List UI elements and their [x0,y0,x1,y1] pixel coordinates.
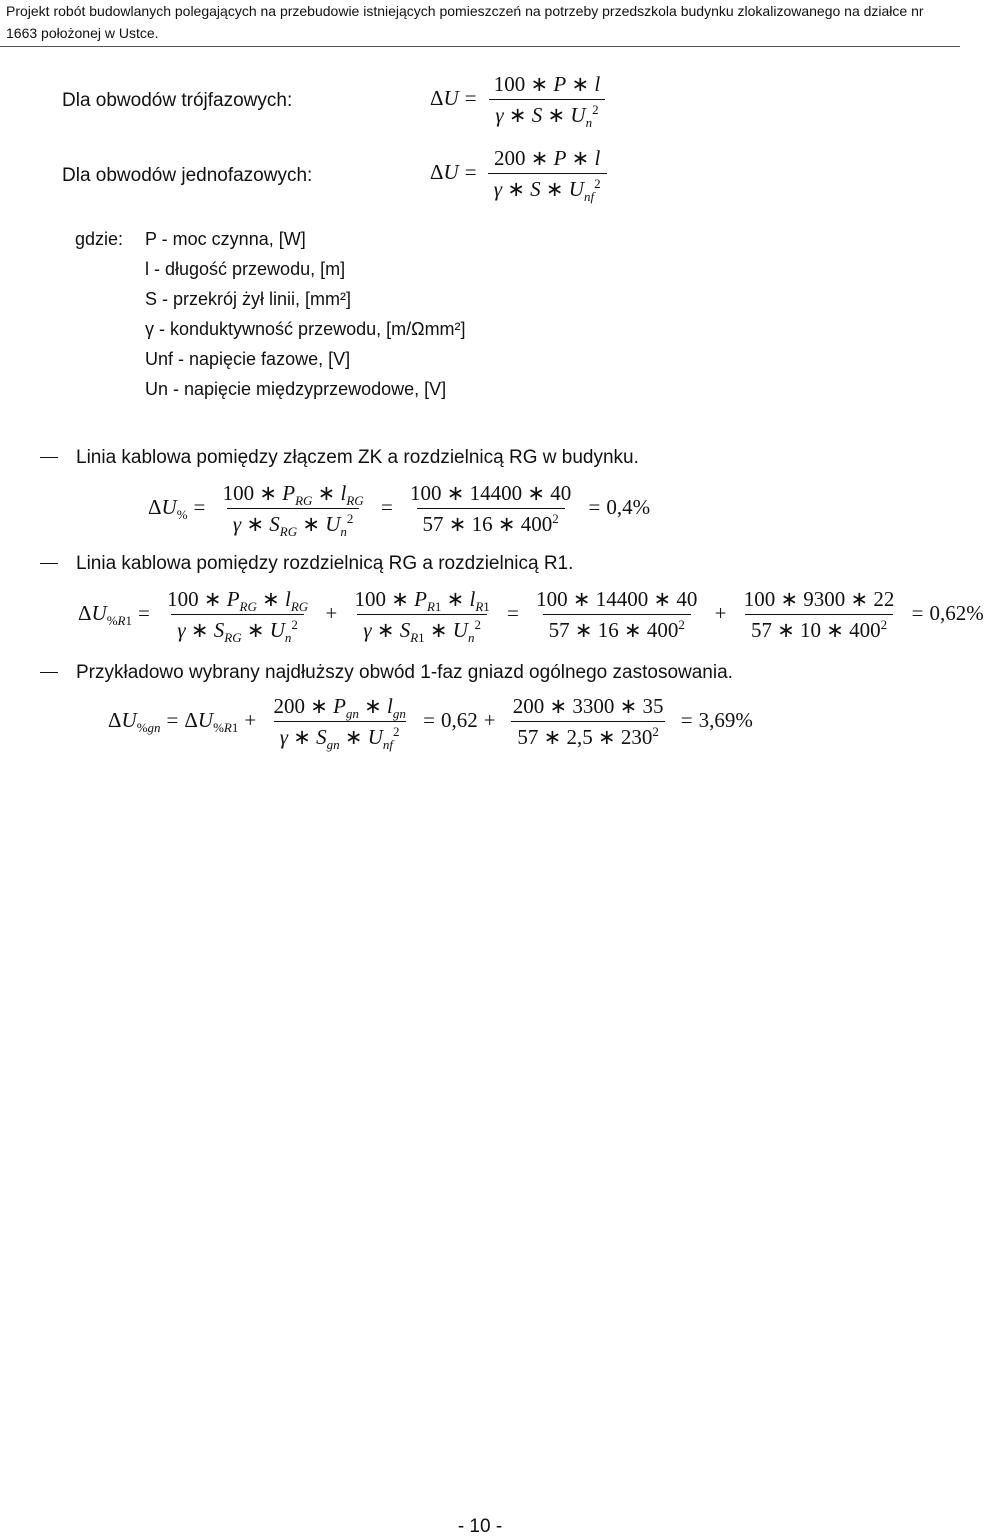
formula-zk-rg: $\Delta U_{\%}$ = $\frac{100 ∗ P_{RG} ∗ l_{RG}}{\gamma ∗ S_{RG} ∗ U_n^2}$ = $\frac{100 ∗ 14400 ∗ 40}{57 ∗ 16 ∗ 400^2}$ = 0,4% [148,481,651,540]
legend-item-text: n - napięcie międzyprzewodowe, [V] [158,379,447,399]
legend-item: Unf - napięcie fazowe, [V] [145,349,351,369]
formula-gn: $\Delta U_{\%gn} = \Delta U_{\%R1}$ + $\frac{200 ∗ P_{gn} ∗ l_{gn}}{\gamma ∗ S_{gn} ∗ U_{nf}^2}$ = 0,62 + $\frac{200 ∗ 3300 ∗ 35}{57 ∗ 2,5 ∗ 230^2}$ = 3,69% [108,694,753,753]
legend-item: γ - konduktywność przewodu, [m/Ωmm²] [145,319,466,339]
legend-item: l - długość przewodu, [m] [145,259,346,279]
three-phase-formula: ΔU = $\frac{100 ∗ P ∗ l}{\gamma ∗ S ∗ U_n^2}$ [430,72,606,128]
three-phase-label: Dla obwodów trójfazowych: [62,90,293,111]
formula-rg-r1: $\Delta U_{\%R1}$ = $\frac{100 ∗ P_{RG} ∗ l_{RG}}{\gamma ∗ S_{RG} ∗ U_n^2}$ + $\frac{100 ∗ P_{R1} ∗ l_{R1}}{\gamma ∗ S_{R1} ∗ U_n^2}$ = $\frac{100 ∗ 14400 ∗ 40}{57 ∗ 16 ∗ 400^2}$ + $\frac{100 ∗ 9300 ∗ 22}{57 ∗ 10 ∗ 400^2}$ = 0,62% [78,587,984,646]
result-value: 3,69% [698,707,753,732]
legend-item: P - moc czynna, [W] [145,229,306,249]
section-title-text: Linia kablowa pomiędzy złączem ZK a rozdzielnicą RG w budynku. [76,447,639,468]
document-header [6,0,954,44]
single-phase-label: Dla obwodów jednofazowych: [62,165,313,186]
page-number: - 10 - [457,1516,503,1537]
header-text: Projekt robót budowlanych polegających na przebudowie istniejących pomieszczeń na potrzeby przedszkola budynku zlokalizowanego na działce nr 1663 położonej w Ustce. [6,3,924,41]
header-divider [0,46,960,47]
section-title-text: Przykładowo wybrany najdłuższy obwód 1-faz gniazd ogólnego zastosowania. [76,662,733,683]
section-title [40,662,733,684]
section-title-text: Linia kablowa pomiędzy rozdzielnicą RG a rozdzielnicą R1. [76,553,574,574]
legend-item-text: nf - napięcie fazowe, [V] [158,349,351,369]
result-value: 0,4% [606,494,651,519]
dash-bullet [40,672,58,673]
result-value: 0,62% [929,600,984,625]
dash-bullet [40,563,58,564]
dash-bullet [40,457,58,458]
section-title [40,447,639,469]
single-phase-formula: ΔU = $\frac{200 ∗ P ∗ l}{\gamma ∗ S ∗ U_{nf}^2}$ [430,146,607,202]
legend-item: S - przekrój żył linii, [mm²] [145,289,352,309]
section-title [40,553,573,575]
legend-intro: gdzie: [75,229,124,249]
legend-item: Un - napięcie międzyprzewodowe, [V] [145,379,447,399]
